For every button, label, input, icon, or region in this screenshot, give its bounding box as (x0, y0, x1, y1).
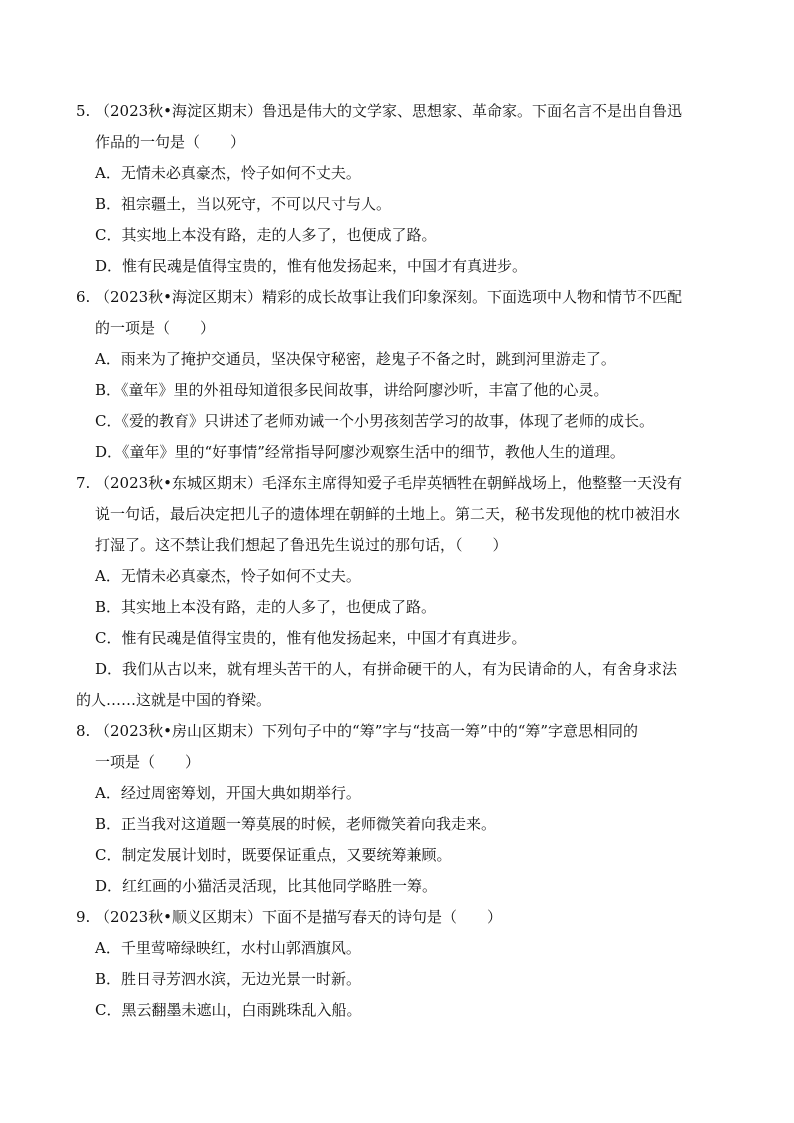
question-text: （2023秋•海淀区期末）精彩的成长故事让我们印象深刻。下面选项中人物和情节不匹配 (95, 288, 683, 306)
question-5-stem (0, 96, 794, 158)
question-6-option-b (0, 375, 794, 406)
question-text: （2023秋•海淀区期末）鲁迅是伟大的文学家、思想家、革命家。下面名言不是出自鲁迅 (95, 102, 683, 120)
option-text: B．《童年》里的外祖母知道很多民间故事，讲给阿廖沙听，丰富了他的心灵。 (95, 381, 609, 399)
question-line (0, 468, 794, 499)
option-text: B．正当我对这道题一筹莫展的时候，老师微笑着向我走来。 (95, 815, 497, 833)
option-text: D．《童年》里的“好事情”经常指导阿廖沙观察生活中的细节，教他人生的道理。 (95, 443, 625, 461)
question-8-option-c (0, 840, 794, 871)
question-line: 打湿了。这不禁让我们想起了鲁迅先生说过的那句话，（ ） (95, 536, 508, 554)
question-7-option-b (0, 592, 794, 623)
option-text: A．经过周密筹划，开国大典如期举行。 (95, 784, 361, 802)
option-text: A．无情未必真豪杰，怜子如何不丈夫。 (95, 567, 361, 585)
option-text: B．祖宗疆土，当以死守，不可以尺寸与人。 (95, 195, 392, 213)
question-number: 9. (76, 908, 91, 926)
option-text: C．其实地上本没有路，走的人多了，也便成了路。 (95, 226, 437, 244)
option-text: B．其实地上本没有路，走的人多了，也便成了路。 (95, 598, 437, 616)
option-text-continued: 的人……这就是中国的脊梁。 (76, 691, 272, 709)
option-text: A．千里莺啼绿映红，水村山郭酒旗风。 (95, 939, 361, 957)
question-text: （2023秋•东城区期末）毛泽东主席得知爱子毛岸英牺牲在朝鲜战场上，他整整一天没有 (95, 474, 683, 492)
question-line (0, 902, 794, 933)
question-5-option-d (0, 251, 794, 282)
question-5-option-b (0, 189, 794, 220)
option-text: C．《爱的教育》只讲述了老师劝诫一个小男孩刻苦学习的故事，体现了老师的成长。 (95, 412, 654, 430)
question-6-option-d (0, 437, 794, 468)
option-text: C．黑云翻墨未遮山，白雨跳珠乱入船。 (95, 1001, 362, 1019)
question-9-option-a (0, 933, 794, 964)
option-text: D．红红画的小猫活灵活现，比其他同学略胜一筹。 (95, 877, 438, 895)
option-text: A．雨来为了掩护交通员，坚决保守秘密，趁鬼子不备之时，跳到河里游走了。 (95, 350, 616, 368)
question-6-option-a (0, 344, 794, 375)
question-line (0, 96, 794, 127)
option-text: B．胜日寻芳泗水滨，无边光景一时新。 (95, 970, 362, 988)
question-9-stem (0, 902, 794, 933)
question-7-stem (0, 468, 794, 561)
option-text: D．惟有民魂是值得宝贵的，惟有他发扬起来，中国才有真进步。 (95, 257, 528, 275)
question-text: （2023秋•房山区期末）下列句子中的“筹”字与“技高一筹”中的“筹”字意思相同的 (95, 722, 639, 740)
question-number: 6. (76, 288, 91, 306)
question-7-option-d (0, 654, 794, 716)
question-8-option-b (0, 809, 794, 840)
question-5-option-a (0, 158, 794, 189)
question-line: 说一句话，最后决定把儿子的遗体埋在朝鲜的土地上。第二天，秘书发现他的枕巾被泪水 (95, 505, 681, 523)
option-text: C．惟有民魂是值得宝贵的，惟有他发扬起来，中国才有真进步。 (95, 629, 527, 647)
question-7-option-a (0, 561, 794, 592)
option-text: D．我们从古以来，就有埋头苦干的人，有拼命硬干的人，有为民请命的人，有舍身求法 (95, 660, 678, 678)
question-6-stem (0, 282, 794, 344)
question-7-option-c (0, 623, 794, 654)
option-text: A．无情未必真豪杰，怜子如何不丈夫。 (95, 164, 361, 182)
question-number: 8. (76, 722, 91, 740)
question-number: 5. (76, 102, 91, 120)
question-text: （2023秋•顺义区期末）下面不是描写春天的诗句是（ ） (95, 908, 503, 926)
question-line: 的一项是（ ） (95, 319, 216, 337)
question-8-option-d (0, 871, 794, 902)
question-line (0, 716, 794, 747)
question-5-option-c (0, 220, 794, 251)
question-9-option-c (0, 995, 794, 1026)
question-9-option-b (0, 964, 794, 995)
option-text: C．制定发展计划时，既要保证重点，又要统筹兼顾。 (95, 846, 452, 864)
question-line: 作品的一句是（ ） (95, 133, 246, 151)
question-line (0, 282, 794, 313)
question-6-option-c (0, 406, 794, 437)
question-8-stem (0, 716, 794, 778)
question-8-option-a (0, 778, 794, 809)
question-line: 一项是（ ） (95, 753, 201, 771)
question-number: 7. (76, 474, 91, 492)
